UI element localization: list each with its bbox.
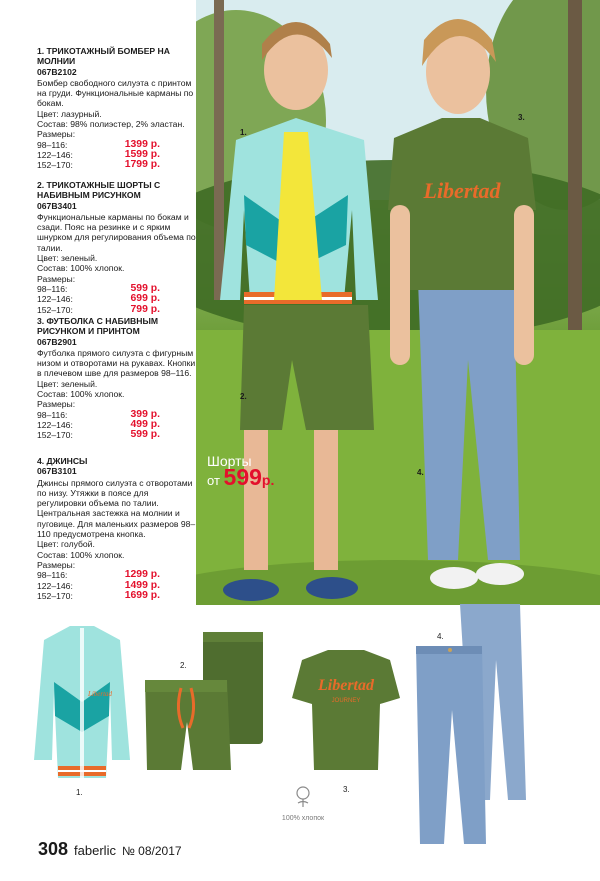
product-item-jeans [37, 456, 197, 601]
price: 1699 р. [124, 589, 160, 601]
callout-2: 2. [240, 392, 247, 401]
page-footer [38, 839, 182, 860]
product-item-shorts [37, 180, 197, 315]
size-range: 122–146: [37, 419, 73, 430]
price-row [37, 160, 160, 170]
catalog-issue: № 08/2017 [121, 844, 182, 858]
photo-illustration [196, 0, 600, 605]
callout-3: 3. [518, 113, 525, 122]
item-code: 067B2901 [37, 336, 77, 347]
page-number: 308 [38, 839, 69, 859]
item-title: 4. ДЖИНСЫ [37, 456, 88, 466]
price: 699 р. [130, 293, 160, 305]
item-detail: Размеры: [37, 273, 76, 284]
item-detail: Состав: 98% полиэстер, 2% эластан. [37, 119, 185, 130]
size-range: 122–146: [37, 149, 73, 160]
item-description: Джинсы прямого силуэта с отворотами по низу. Утяжки в поясе для регулировки объема по талии. Центральная застежка на молнии и пуговице. Для маленьких размеров 98–110 предусмотрена кнопка. [37, 477, 196, 540]
promo-prefix: от [207, 473, 220, 488]
tshirt-print-sub: JOURNEY [331, 698, 361, 704]
callout-4: 4. [417, 468, 424, 477]
item-detail: Состав: 100% хлопок. [37, 389, 125, 400]
size-range: 98–116: [37, 139, 68, 150]
item-title: 3. ФУТБОЛКА С НАБИВНЫМ РИСУНКОМ И ПРИНТОМ [37, 316, 159, 337]
size-range: 152–170: [37, 160, 73, 171]
size-range: 98–116: [37, 570, 68, 581]
callout-1: 1. [240, 128, 247, 137]
size-range: 152–170: [37, 430, 73, 441]
item-detail: Цвет: голубой. [37, 539, 95, 550]
promo-unit: р. [261, 472, 275, 488]
item-detail: Состав: 100% хлопок. [37, 549, 125, 560]
palm-trunk [214, 0, 224, 300]
tee-print: Libertad [423, 178, 501, 203]
item-code: 067B2102 [37, 66, 77, 77]
price: 1599 р. [124, 148, 160, 160]
item-detail: Размеры: [37, 129, 76, 140]
palm-trunk [568, 0, 582, 380]
product-item-tshirt [37, 316, 197, 441]
promo-price-line [207, 464, 275, 490]
product-label-2: 2. [180, 661, 187, 670]
lifestyle-photo [196, 0, 600, 605]
product-tshirt-image [292, 648, 400, 778]
size-range: 122–146: [37, 294, 73, 305]
item-title: 2. ТРИКОТАЖНЫЕ ШОРТЫ С НАБИВНЫМ РИСУНКОМ [37, 180, 161, 201]
product-jacket-image [30, 620, 134, 780]
price: 399 р. [130, 408, 160, 420]
price: 1799 р. [124, 159, 160, 171]
price: 599 р. [130, 282, 160, 294]
product-shorts-image [145, 632, 265, 772]
item-detail: Состав: 100% хлопок. [37, 263, 125, 274]
price: 1299 р. [124, 569, 160, 581]
cotton-label: 100% хлопок [281, 815, 325, 822]
price: 1499 р. [124, 579, 160, 591]
item-description: Бомбер свободного силуэта с принтом на груди. Функциональные карманы по бокам. [37, 77, 194, 109]
shorts-promo [207, 453, 274, 489]
size-range: 98–116: [37, 283, 68, 294]
price-row [37, 430, 160, 440]
brand-name: faberlic [74, 843, 116, 858]
product-jeans-image [410, 600, 530, 850]
item-description: Футболка прямого силуэта с фигурным низом и отворотами на рукавах. Кнопки в плечевом шве для размеров 98–116. [37, 347, 196, 379]
price: 799 р. [130, 303, 160, 315]
item-code: 067B3401 [37, 200, 77, 211]
cotton-badge [268, 782, 338, 822]
item-code: 067B3101 [37, 466, 77, 477]
item-detail: Размеры: [37, 399, 76, 410]
product-item-bomber [37, 46, 197, 171]
price-row [37, 305, 160, 315]
cotton-flower-icon [290, 782, 316, 808]
size-range: 152–170: [37, 590, 73, 601]
size-range: 98–116: [37, 409, 68, 420]
item-title: 1. ТРИКОТАЖНЫЙ БОМБЕР НА МОЛНИИ [37, 46, 170, 67]
size-range: 122–146: [37, 580, 73, 591]
product-label-1: 1. [76, 788, 83, 797]
product-label-4: 4. [437, 632, 444, 641]
price: 499 р. [130, 418, 160, 430]
item-detail: Цвет: зеленый. [37, 253, 98, 264]
tshirt-print: Libertad [318, 677, 374, 694]
promo-price: 599 [223, 464, 262, 490]
price: 1399 р. [124, 138, 160, 150]
item-detail: Размеры: [37, 559, 76, 570]
price-row [37, 591, 160, 601]
item-description: Функциональные карманы по бокам и сзади. Пояс на резинке и с ярким шнурком для регулирования объема по талии. [37, 211, 196, 253]
size-range: 152–170: [37, 304, 73, 315]
jacket-print: Libertad [87, 690, 113, 698]
promo-title: Шорты [207, 453, 252, 469]
product-label-3: 3. [343, 785, 350, 794]
price: 599 р. [130, 429, 160, 441]
item-detail: Цвет: зеленый. [37, 378, 98, 389]
item-detail: Цвет: лазурный. [37, 108, 102, 119]
